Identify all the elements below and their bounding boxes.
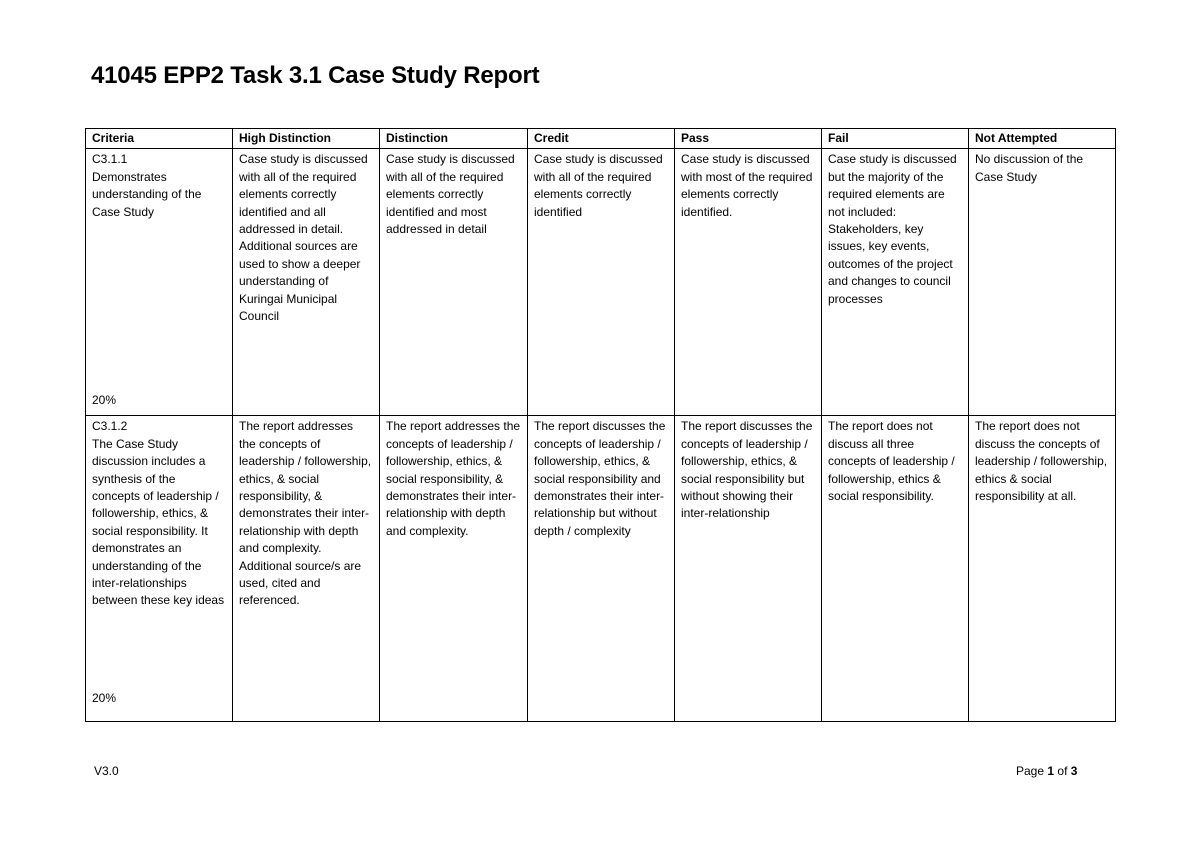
not-attempted-cell: The report does not discuss the concepts of leadership / followership, ethics & social responsibility at all. [969,416,1116,722]
criteria-code: C3.1.2 [92,419,128,434]
criteria-description: The Case Study discussion includes a synthesis of the concepts of leadership / followership, ethics, & social responsibility. It demonstrates an understanding of the inter-relationships between these key ideas [92,436,225,608]
page-label: Page [1016,764,1045,778]
criteria-description: Demonstrates understanding of the Case Study [92,169,202,219]
high-distinction-cell: The report addresses the concepts of leadership / followership, ethics, & social responsibility, & demonstrates their inter-relationship with depth and complexity. Additional source/s are used, cited and referenced. [233,416,380,722]
criteria-cell [86,149,233,416]
high-distinction-cell: Case study is discussed with all of the required elements correctly identified and all addressed in detail. Additional sources are used to show a deeper understanding of Kuringai Municipal Council [233,149,380,416]
header-not-attempted: Not Attempted [969,129,1116,149]
header-pass: Pass [675,129,822,149]
header-fail: Fail [822,129,969,149]
header-distinction: Distinction [380,129,528,149]
distinction-cell: Case study is discussed with all of the required elements correctly identified and most addressed in detail [380,149,528,416]
credit-cell: The report discusses the concepts of leadership / followership, ethics, & social responsibility and demonstrates their inter-relationship but without depth / complexity [528,416,675,722]
fail-cell: The report does not discuss all three concepts of leadership / followership, ethics & social responsibility. [822,416,969,722]
page-number [1016,764,1077,778]
criteria-weight: 20% [92,393,117,407]
header-credit: Credit [528,129,675,149]
header-high-distinction: High Distinction [233,129,380,149]
criteria-code: C3.1.1 [92,152,128,167]
page-of: of [1057,764,1068,778]
pass-cell: Case study is discussed with most of the required elements correctly identified. [675,149,822,416]
header-criteria: Criteria [86,129,233,149]
rubric-table [85,128,1116,722]
not-attempted-cell: No discussion of the Case Study [969,149,1116,416]
table-row [86,149,1116,416]
table-header-row [86,129,1116,149]
fail-cell: Case study is discussed but the majority of the required elements are not included: Stakeholders, key issues, key events, outcomes of the project and changes to council processes [822,149,969,416]
credit-cell: Case study is discussed with all of the required elements correctly identified [528,149,675,416]
page-total: 3 [1070,764,1078,778]
distinction-cell: The report addresses the concepts of leadership / followership, ethics, & social responsibility, & demonstrates their inter-relationship with depth and complexity. [380,416,528,722]
pass-cell: The report discusses the concepts of leadership / followership, ethics, & social responsibility but without showing their inter-relationship [675,416,822,722]
criteria-cell [86,416,233,722]
page-current: 1 [1047,764,1055,778]
criteria-weight: 20% [92,691,117,705]
version-label: V3.0 [94,764,119,778]
document-title: 41045 EPP2 Task 3.1 Case Study Report [91,62,540,89]
table-row [86,416,1116,722]
